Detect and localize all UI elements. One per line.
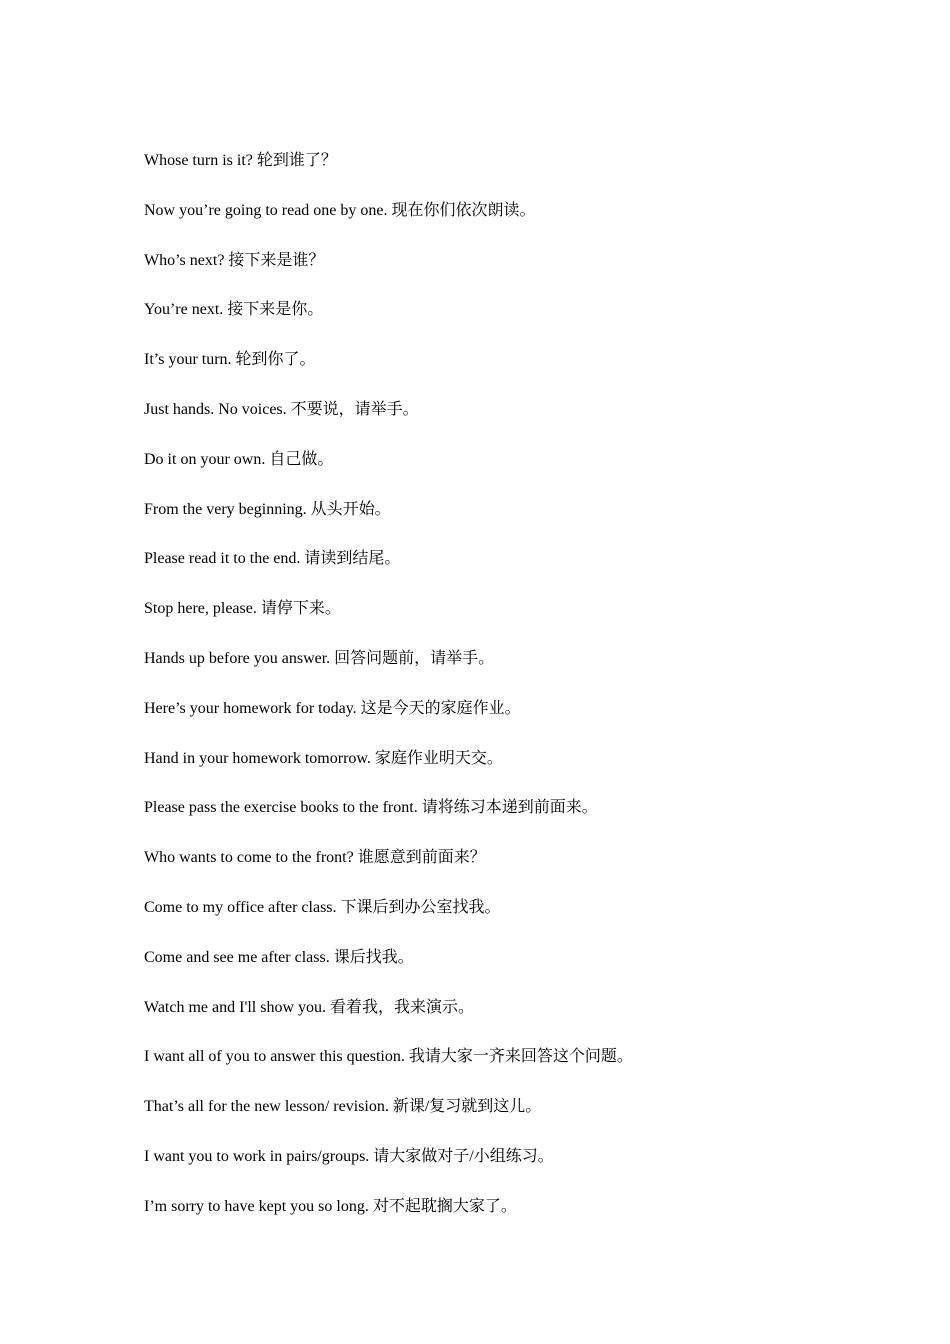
phrase-list — [144, 149, 864, 1245]
phrase-line: Here’s your homework for today. 这是今天的家庭作业。 — [144, 699, 521, 717]
phrase-line: Just hands. No voices. 不要说，请举手。 — [144, 400, 419, 418]
phrase-line: It’s your turn. 轮到你了。 — [144, 351, 316, 369]
phrase-line: Please read it to the end. 请读到结尾。 — [144, 550, 401, 568]
phrase-line: Who wants to come to the front? 谁愿意到前面来？ — [144, 849, 486, 867]
phrase-line: Hand in your homework tomorrow. 家庭作业明天交。 — [144, 749, 503, 767]
phrase-line: Watch me and I'll show you. 看着我，我来演示。 — [144, 998, 475, 1016]
phrase-line: I want you to work in pairs/groups. 请大家做对子/小组练习。 — [144, 1147, 554, 1165]
phrase-line: That’s all for the new lesson/ revision. 新课/复习就到这儿。 — [144, 1098, 542, 1116]
phrase-line: I want all of you to answer this question. 我请大家一齐来回答这个问题。 — [144, 1048, 633, 1066]
phrase-line: Come and see me after class. 课后找我。 — [144, 948, 414, 966]
phrase-line: Come to my office after class. 下课后到办公室找我。 — [144, 898, 501, 916]
phrase-line: Who’s next? 接下来是谁？ — [144, 251, 325, 269]
phrase-line: Now you’re going to read one by one. 现在你们依次朗读。 — [144, 201, 536, 219]
phrase-line: From the very beginning. 从头开始。 — [144, 500, 391, 518]
phrase-line: Please pass the exercise books to the front. 请将练习本递到前面来。 — [144, 799, 598, 817]
phrase-line: Hands up before you answer. 回答问题前，请举手。 — [144, 649, 495, 667]
phrase-line: Whose turn is it? 轮到谁了？ — [144, 152, 337, 169]
phrase-line: Do it on your own. 自己做。 — [144, 450, 334, 468]
phrase-line: I’m sorry to have kept you so long. 对不起耽搁大家了。 — [144, 1197, 517, 1215]
phrase-line: You’re next. 接下来是你。 — [144, 301, 324, 319]
phrase-line: Stop here, please. 请停下来。 — [144, 600, 341, 618]
